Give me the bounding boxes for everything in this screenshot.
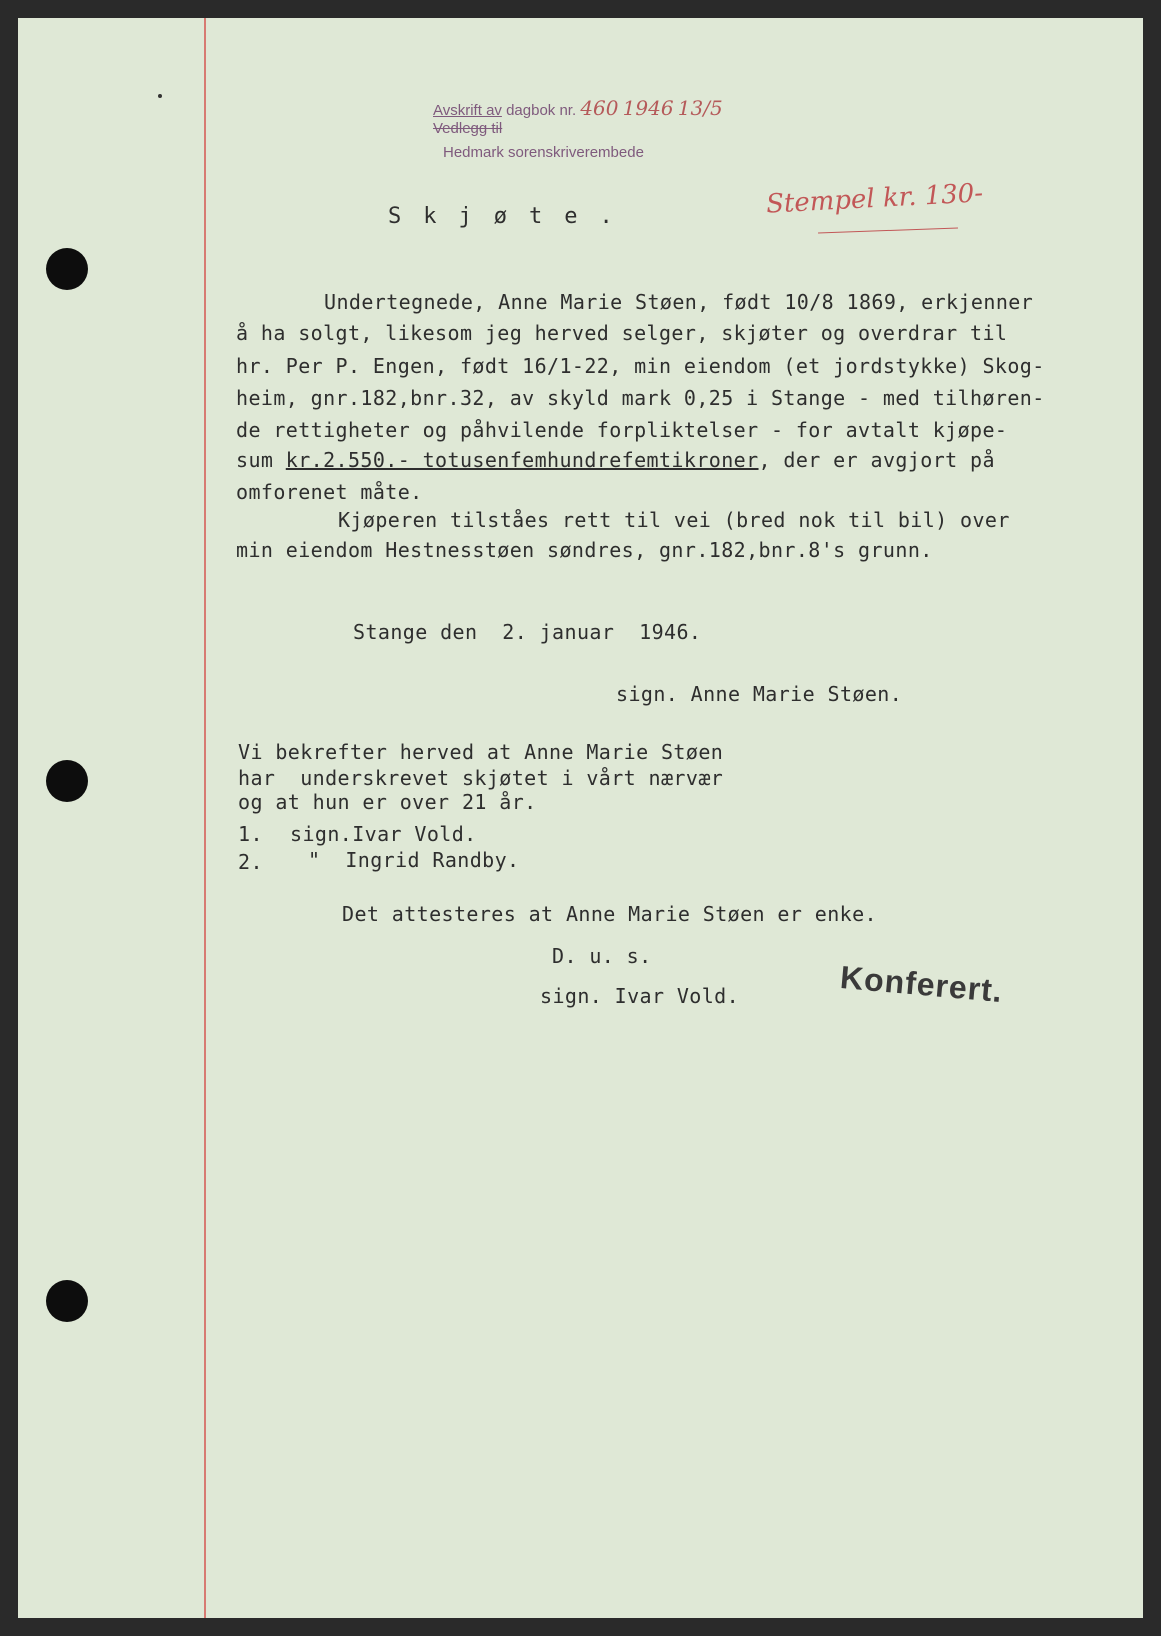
stamp-fee-note: Stempel kr. 130- xyxy=(765,178,984,220)
body-line xyxy=(236,448,995,472)
stamp-line3 xyxy=(443,144,644,161)
body-line: de rettigheter og påhvilende forpliktelser - for avtalt kjøpe- xyxy=(236,418,1008,442)
stamp-line2 xyxy=(433,120,502,137)
fee-underline xyxy=(818,228,958,234)
witness-2-number: 2. xyxy=(238,850,263,874)
stamp-avskrift: Avskrift av xyxy=(433,102,502,119)
journal-year: 1946 xyxy=(622,96,674,120)
stamp-office: Hedmark sorenskriverembede xyxy=(443,144,644,161)
body-line: Undertegnede, Anne Marie Støen, født 10/8 1869, erkjenner xyxy=(324,290,1034,314)
punch-hole-icon xyxy=(46,1280,88,1322)
stamp-line1 xyxy=(433,96,723,120)
text-span: sum xyxy=(236,448,286,472)
witness-line: og at hun er over 21 år. xyxy=(238,790,537,814)
document-page xyxy=(18,18,1143,1618)
journal-date: 13/5 xyxy=(677,96,723,120)
punch-hole-icon xyxy=(46,248,88,290)
dus: D. u. s. xyxy=(552,944,652,968)
konferert-stamp: Konferert. xyxy=(838,958,1005,1010)
witness-line: har underskrevet skjøtet i vårt nærvær xyxy=(238,766,724,790)
punch-hole-icon xyxy=(46,760,88,802)
margin-line xyxy=(204,18,206,1618)
body-line: heim, gnr.182,bnr.32, av skyld mark 0,25 i Stange - med tilhøren- xyxy=(236,386,1045,410)
body-line: å ha solgt, likesom jeg herved selger, skjøter og overdrar til xyxy=(236,321,1008,345)
body-line: hr. Per P. Engen, født 16/1-22, min eiendom (et jordstykke) Skog- xyxy=(236,354,1045,378)
text-span: , der er avgjort på xyxy=(758,448,995,472)
attestation: Det attesteres at Anne Marie Støen er enke. xyxy=(342,902,877,926)
witness-1-number: 1. xyxy=(238,822,263,846)
speck xyxy=(158,94,162,98)
body-line: min eiendom Hestnesstøen søndres, gnr.182,bnr.8's grunn. xyxy=(236,538,933,562)
seller-signature: sign. Anne Marie Støen. xyxy=(616,682,903,706)
witness-line: Vi bekrefter herved at Anne Marie Støen xyxy=(238,740,724,764)
stamp-vedlegg: Vedlegg til xyxy=(433,120,503,137)
body-line: omforenet måte. xyxy=(236,480,423,504)
stamp-dagbok: dagbok nr. xyxy=(506,102,577,119)
purchase-price: kr.2.550.- totusenfemhundrefemtikroner xyxy=(285,448,759,472)
attest-signature: sign. Ivar Vold. xyxy=(540,984,740,1008)
journal-number: 460 xyxy=(580,96,619,120)
witness-2: " Ingrid Randby. xyxy=(308,848,520,872)
place-date: Stange den 2. januar 1946. xyxy=(353,620,702,644)
body-line: Kjøperen tilståes rett til vei (bred nok til bil) over xyxy=(338,508,1010,532)
page-title: Skjøte. xyxy=(388,204,635,229)
witness-1: sign.Ivar Vold. xyxy=(290,822,477,846)
